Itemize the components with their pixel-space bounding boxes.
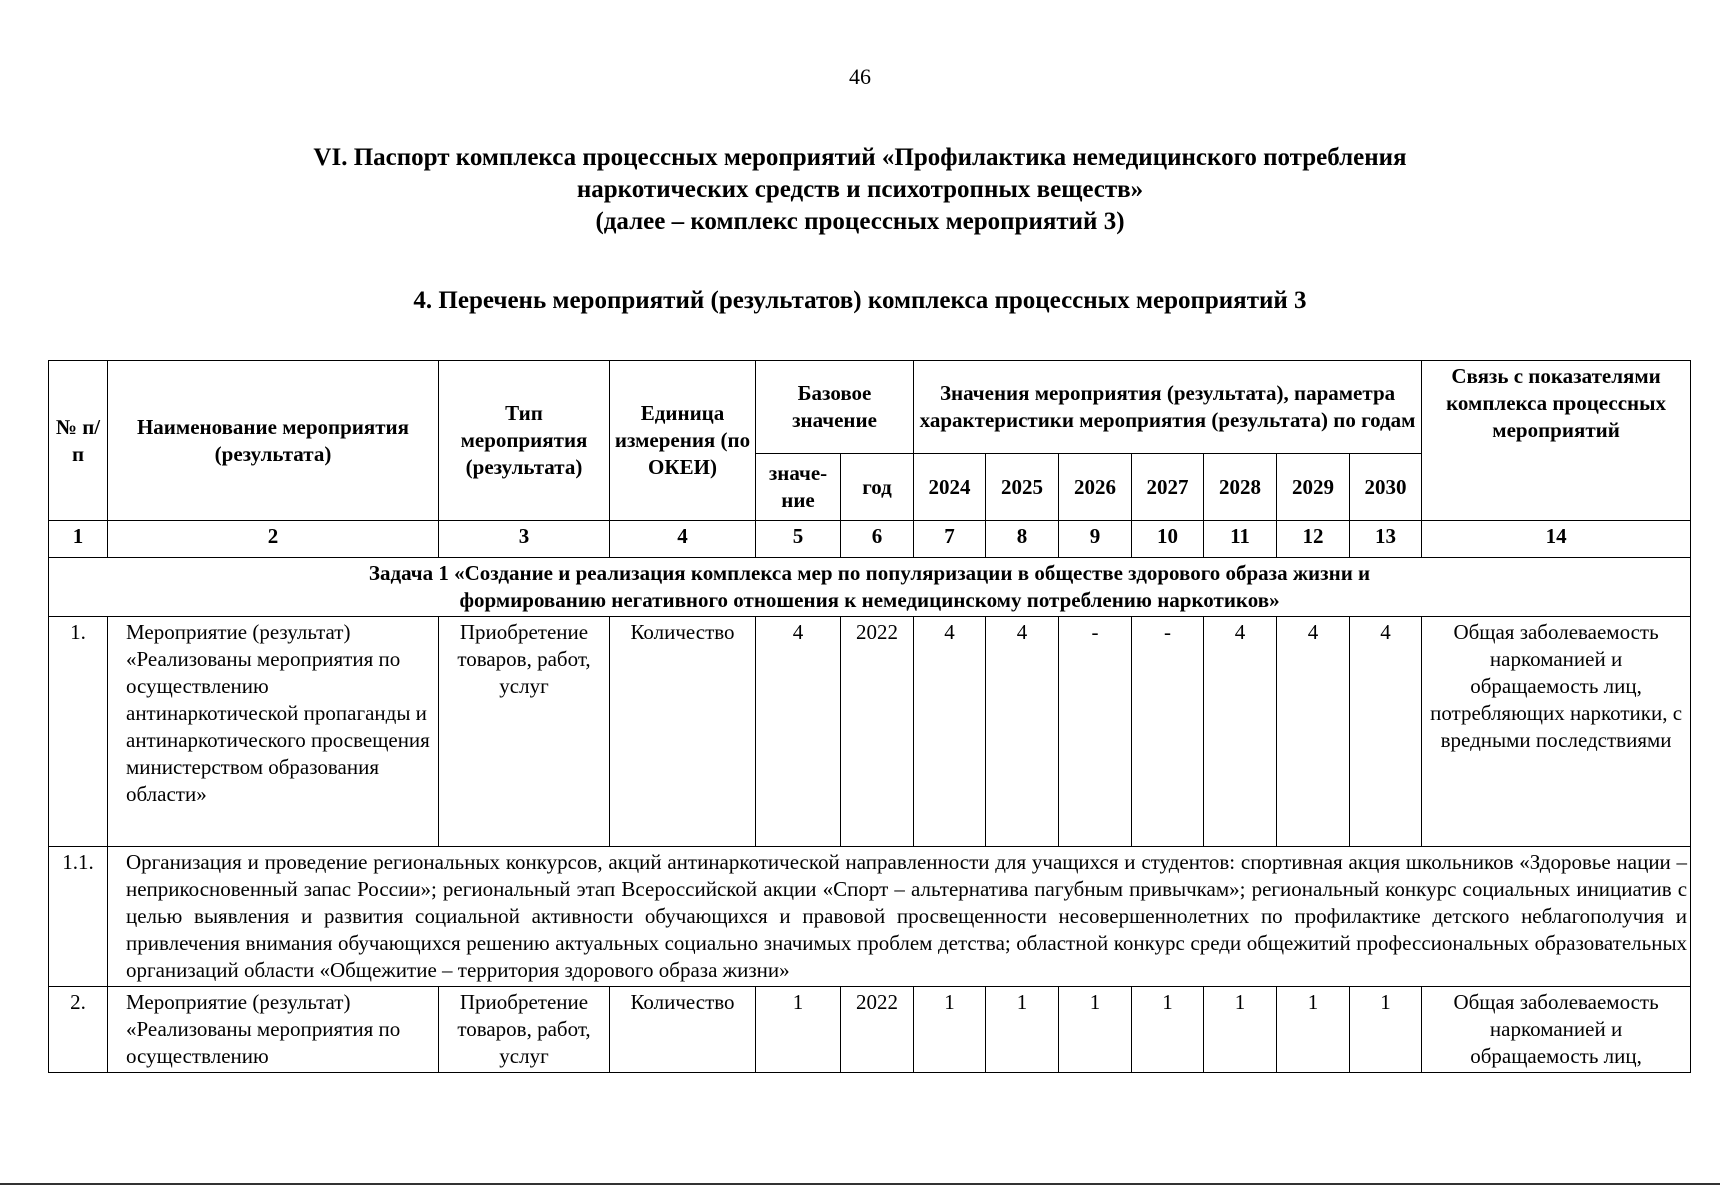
column-number: 11 [1204,521,1277,558]
column-number: 14 [1422,521,1691,558]
header-year: 2029 [1277,454,1350,521]
row-value: 4 [1277,617,1350,847]
task-title: Задача 1 «Создание и реализация комплекса мер по популяризации в обществе здорового образа жизни и формированию негативного отношения к немедицинскому потреблению наркотиков» [49,558,1691,617]
header-base-value: значе-ние [756,454,841,521]
row-unit: Количество [610,987,756,1073]
page-bottom-divider [0,1183,1720,1185]
row-type: Приобретение товаров, работ, услуг [439,617,610,847]
row-name: Мероприятие (результат) «Реализованы мероприятия по осуществлению антинаркотической пропаганды и антинаркотического просвещения министерством образования области» [108,617,439,847]
row-base-year: 2022 [841,987,914,1073]
table-row [49,847,1691,987]
row-unit: Количество [610,617,756,847]
row-value: 4 [914,617,986,847]
row-num: 1. [49,617,108,847]
column-number: 8 [986,521,1059,558]
column-number: 12 [1277,521,1350,558]
row-num: 1.1. [49,847,108,987]
column-number: 2 [108,521,439,558]
row-value: - [1132,617,1204,847]
row-link: Общая заболеваемость наркоманией и обращаемость лиц, [1422,987,1691,1073]
column-number: 13 [1350,521,1422,558]
row-num: 2. [49,987,108,1073]
header-year: 2030 [1350,454,1422,521]
header-year: 2025 [986,454,1059,521]
header-name: Наименование мероприятия (результата) [108,361,439,521]
title-line-2: наркотических средств и психотропных веществ» [576,176,1144,203]
row-base-year: 2022 [841,617,914,847]
title-line-3: (далее – комплекс процессных мероприятий 3) [595,208,1125,235]
header-base-year: год [841,454,914,521]
document-title [0,142,1720,238]
header-unit: Единица измерения (по ОКЕИ) [610,361,756,521]
row-value: 1 [1277,987,1350,1073]
section-subtitle: 4. Перечень мероприятий (результатов) комплекса процессных мероприятий 3 [413,287,1307,314]
row-value: 1 [986,987,1059,1073]
events-table [48,360,1691,1073]
title-line-1: VI. Паспорт комплекса процессных мероприятий «Профилактика немедицинского потребления [313,144,1407,171]
column-number: 1 [49,521,108,558]
header-link: Связь с показателями комплекса процессных мероприятий [1422,361,1691,521]
header-base: Базовое значение [756,361,914,454]
row-description: Организация и проведение региональных конкурсов, акций антинаркотической направленности для учащихся и студентов: спортивная акция школьников «Здоровье нации – неприкосновенный запас России»; региональный этап Всероссийской акции «Спорт – альтернатива пагубным привычкам»; региональный конкурс социальных инициатив с целью выявления и развития социальной активности обучающихся и правовой просвещенности несовершеннолетних по профилактике детского неблагополучия и привлечения внимания обучающихся решению актуальных социально значимых проблем детства; областной конкурс среди общежитий профессиональных образовательных организаций области «Общежитие – территория здорового образа жизни» [108,847,1691,987]
column-number: 9 [1059,521,1132,558]
header-year: 2026 [1059,454,1132,521]
table-row [49,987,1691,1073]
row-value: 4 [1350,617,1422,847]
task-row [49,558,1691,617]
row-value: 4 [986,617,1059,847]
row-value: 1 [914,987,986,1073]
row-type: Приобретение товаров, работ, услуг [439,987,610,1073]
column-number: 5 [756,521,841,558]
column-number: 3 [439,521,610,558]
header-type: Тип мероприятия (результата) [439,361,610,521]
header-year: 2028 [1204,454,1277,521]
header-year: 2027 [1132,454,1204,521]
row-value: 1 [1204,987,1277,1073]
header-year: 2024 [914,454,986,521]
page-number: 46 [849,64,871,89]
header-num: № п/п [49,361,108,521]
column-number: 7 [914,521,986,558]
column-number: 10 [1132,521,1204,558]
row-link: Общая заболеваемость наркоманией и обращаемость лиц, потребляющих наркотики, с вредными последствиями [1422,617,1691,847]
row-base-value: 1 [756,987,841,1073]
row-value: 4 [1204,617,1277,847]
header-values: Значения мероприятия (результата), параметра характеристики мероприятия (результата) по годам [914,361,1422,454]
row-value: 1 [1350,987,1422,1073]
column-number: 6 [841,521,914,558]
table-row [49,617,1691,847]
column-numbers-row [49,521,1691,558]
column-number: 4 [610,521,756,558]
row-value: 1 [1059,987,1132,1073]
row-value: 1 [1132,987,1204,1073]
row-value: - [1059,617,1132,847]
row-base-value: 4 [756,617,841,847]
row-name: Мероприятие (результат) «Реализованы мероприятия по осуществлению [108,987,439,1073]
